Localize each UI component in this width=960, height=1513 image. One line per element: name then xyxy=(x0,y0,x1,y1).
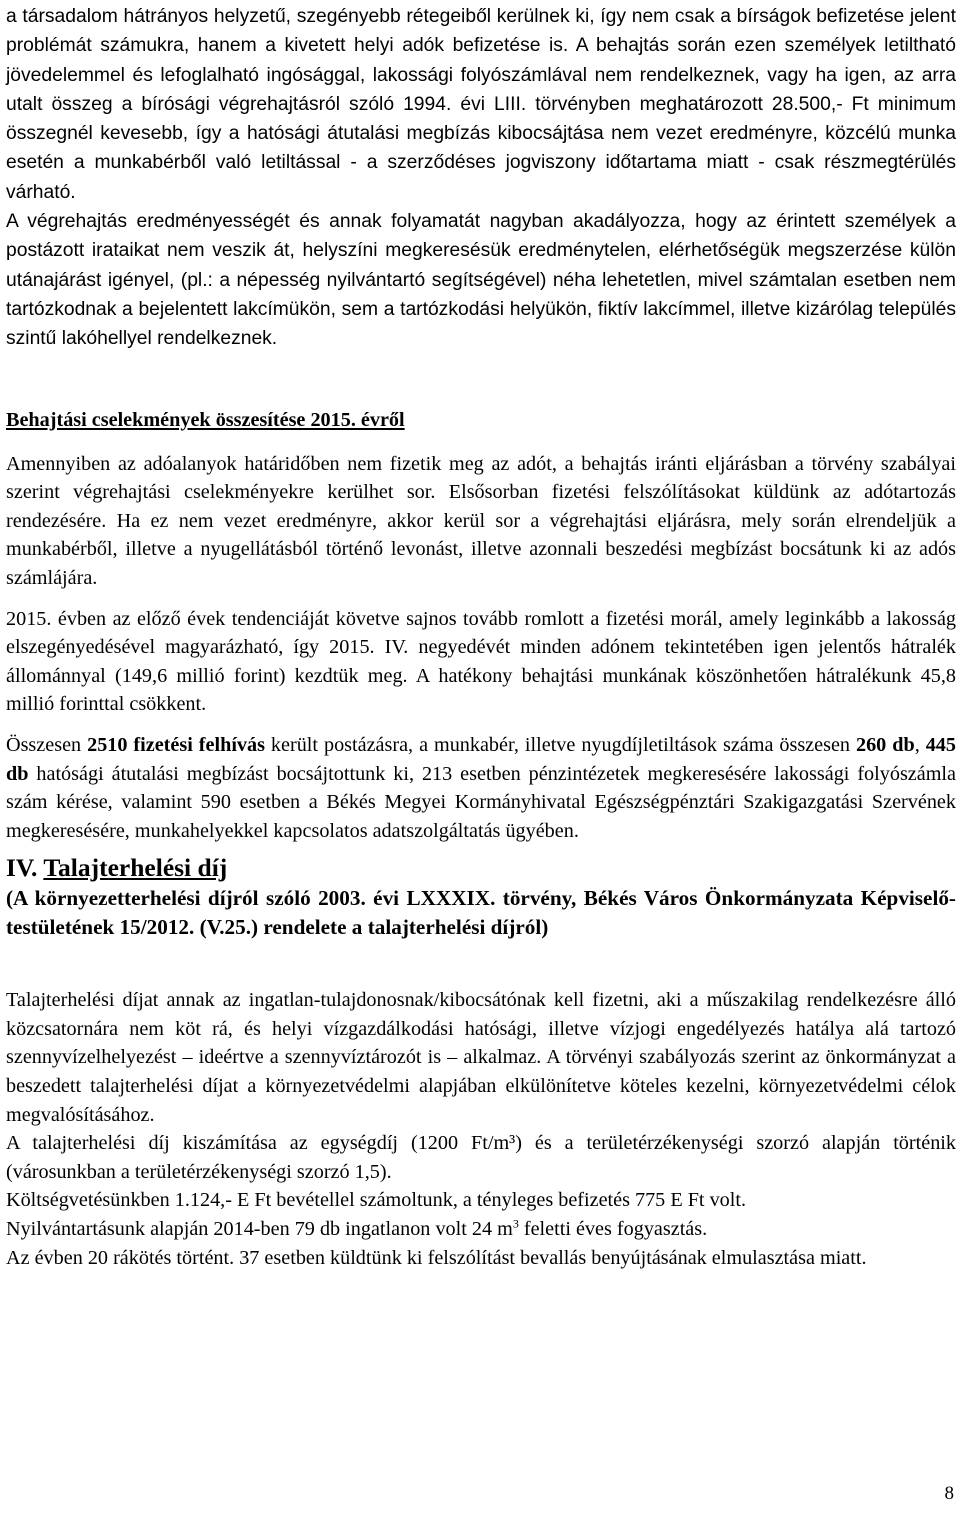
section-paragraph-2: 2015. évben az előző évek tendenciáját követve sajnos tovább romlott a fizetési morál, amely leginkább a lakosság elszegényedésével magyarázható, így 2015. IV. negyedévét minden adónem tekintetében igen jelentős hátralék állománnyal (149,6 millió forint) kezdtük meg. A hatékony behajtási munkának köszönhetően hátralékunk 45,8 millió forinttal csökkent. xyxy=(6,607,956,716)
intro-paragraph-2: A végrehajtás eredményességét és annak folyamatát nagyban akadályozza, hogy az érintett személyek a postázott irataikat nem veszik át, helyszíni megkeresésük eredménytelen, elérhetőségük megszerzése külön utánajárást igényel, (pl.: a népesség nyilvántartó segítségével) néha lehetetlen, mivel számtalan esetben nem tartózkodnak a bejelentett lakcímükön, sem a tartózkodási helyükön, fiktív lakcímmel, illetve kizárólag település szintű lakóhellyel rendelkeznek. xyxy=(6,211,956,350)
bold-count-transfers: 445 db xyxy=(6,733,956,785)
text-run: Összesen xyxy=(6,733,88,756)
text-run: , xyxy=(914,733,926,756)
text-run: hatósági átutalási megbízást bocsájtottunk ki, 213 esetben pénzintézetek megkeresésére lakossági folyószámla szám kérése, valamint 590 esetben a Békés Megyei Kormányhivatal Egészségpénztári Szakigazgatási Szervének megkeresésére, munkahelyekkel kapcsolatos adatszolgáltatás ügyében. xyxy=(6,762,956,842)
bold-count-notices: 2510 fizetési felhívás xyxy=(87,733,265,756)
chapter-title: Talajterhelési díj xyxy=(43,853,228,883)
intro-paragraph-1: a társadalom hátrányos helyzetű, szegényebb rétegeiből kerülnek ki, így nem csak a bírságok befizetése jelent problémát számukra, hanem a kivetett helyi adók befizetése is. A behajtás során ezen személyek letiltható jövedelemmel és lefoglalható ingósággal, lakossági folyószámlával nem rendelkeznek, vagy ha igen, az arra utalt összeg a bírósági végrehajtásról szóló 1994. évi LIII. törvényben meghatározott 28.500,- Ft minimum összegnél kevesebb, így a hatósági átutalási megbízás kibocsájtása nem vezet eredményre, közcélú munka esetén a munkabérből való letiltással - a szerződéses jogviszony időtartama miatt - csak részmegtérülés várható. xyxy=(6,6,956,203)
chapter-heading xyxy=(6,852,956,884)
chapter-paragraph-5: Az évben 20 rákötés történt. 37 esetben küldtünk ki felszólítást bevallás benyújtásának elmulasztása miatt. xyxy=(6,1246,867,1269)
superscript: 3 xyxy=(512,1216,519,1231)
page-number: 8 xyxy=(944,1483,954,1504)
section-heading: Behajtási cselekmények összesítése 2015. évről xyxy=(6,408,405,431)
text-run: Nyilvántartásunk alapján 2014-ben 79 db ingatlanon volt 24 m xyxy=(6,1218,513,1241)
chapter-paragraph-4 xyxy=(6,1215,956,1244)
bold-count-garnishments: 260 db xyxy=(855,733,915,756)
section-paragraph-3 xyxy=(6,731,956,845)
chapter-subtitle: (A környezetterhelési díjról szóló 2003. évi LXXXIX. törvény, Békés Város Önkormányzata Képviselő-testületének 15/2012. (V.25.) rendelete a talajterhelési díjról) xyxy=(6,886,956,940)
section-paragraph-1: Amennyiben az adóalanyok határidőben nem fizetik meg az adót, a behajtás iránti eljárásban a törvény szabályai szerint végrehajtási cselekményekre kerülhet sor. Elsősorban fizetési felszólításokat küldünk az adótartozás rendezésére. Ha ez nem vezet eredményre, akkor kerül sor a végrehajtási eljárásra, mely során elrendeljük a munkabérből, illetve a nyugellátásból történő levonást, illetve azonnali beszedési megbízást bocsátunk ki az adós számlájára. xyxy=(6,452,956,589)
document-page xyxy=(6,2,956,1272)
text-run: került postázásra, a munkabér, illetve nyugdíjletiltások száma összesen xyxy=(264,733,856,756)
text-run: feletti éves fogyasztás. xyxy=(518,1218,708,1241)
chapter-paragraph-1: Talajterhelési díjat annak az ingatlan-tulajdonosnak/kibocsátónak kell fizetni, aki a műszakilag rendelkezésre álló közcsatornára nem köt rá, és helyi vízgazdálkodási hatósági, illetve vízjogi engedélyezés hatálya alá tartozó szennyvízelhelyezést – ideértve a szennyvíztározót is – alkalmaz. A törvényi szabályozás szerint az önkormányzat a beszedett talajterhelési díjat a környezetvédelmi alapjában elkülönítetve köteles kezelni, környezetvédelmi célok megvalósításához. xyxy=(6,989,956,1126)
chapter-paragraph-2: A talajterhelési díj kiszámítása az egységdíj (1200 Ft/m³) és a területérzékenységi szorzó alapján történik (városunkban a területérzékenységi szorzó 1,5). xyxy=(6,1132,956,1183)
chapter-number: IV. xyxy=(6,853,38,883)
chapter-paragraph-3: Költségvetésünkben 1.124,- E Ft bevétellel számoltunk, a tényleges befizetés 775 E Ft volt. xyxy=(6,1189,747,1212)
